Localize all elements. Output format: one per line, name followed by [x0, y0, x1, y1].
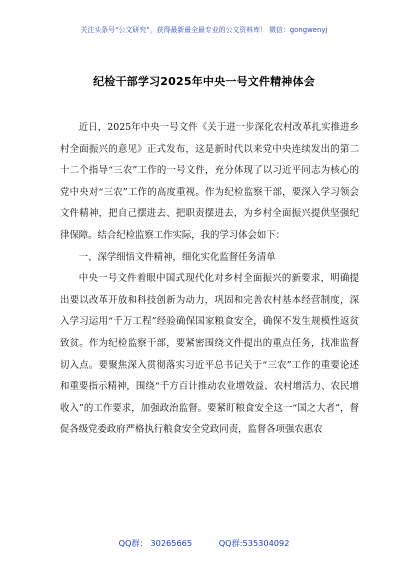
promo-banner: 关注头条号“公文研究”，获得最新最全最专业的公文资料库！ 微信：gongwenyj: [80, 26, 328, 34]
qq-group-1: QQ群： 30265665: [118, 538, 193, 548]
section-paragraph: 中央一号文件着眼中国式现代化对乡村全面振兴的新要求，明确提出要以改革开放和科技创新为动力，巩固和完善农村基本经营制度，深入学习运用“千万工程”经验确保国家粮食安全，确保不发生规模性返贫致贫。作为纪检监察干部，要紧密围绕文件提出的重点任务，找准监督切入点。要聚焦深入贯彻落实习近平总书记关于“三农”工作的重要论述和重要指示精神，围绕“千方百计推动农业增效益、农村增活力、农民增收入”的工作要求，加强政治监督。要紧盯粮食安全这一“国之大者”，督促各级党委政府严格执行粮食安全党政同责，监督各项强农惠农: [60, 273, 359, 436]
document-body: [60, 117, 359, 441]
section-heading: 一、深学细悟文件精神，细化实化监督任务清单: [78, 251, 276, 263]
qq-group-2: QQ群:535304092: [218, 538, 290, 548]
intro-paragraph: 近日，2025年中央一号文件《关于进一步深化农村改革扎实推进乡村全面振兴的意见》正式发布，这是新时代以来党中央连续发出的第二十二个指导“三农”工作的一号文件，充分体现了以习近平同志为核心的党中央对“三农”工作的高度重视。作为纪检监察干部，要深入学习领会文件精神，把自己摆进去、把职责摆进去，为乡村全面振兴提供坚强纪律保障。结合纪检监察工作实际，我的学习体会如下：: [60, 122, 359, 241]
document-title: 纪检干部学习2025年中央一号文件精神体会: [93, 75, 315, 88]
footer-contacts: [0, 538, 408, 549]
